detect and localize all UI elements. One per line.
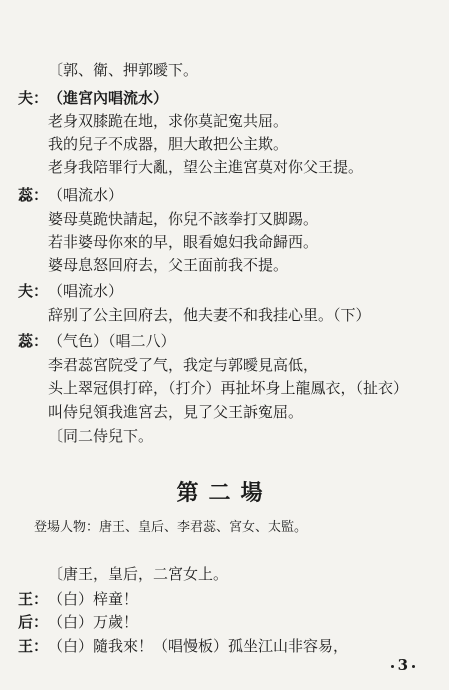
dot-icon [412,665,415,668]
scene-title: 第二場 [176,481,273,506]
cast-list: 登場人物：唐王、皇后、李君蕊、宮女、太監。 [34,520,308,535]
dot-icon [391,665,394,668]
page-number: 3 [387,656,419,674]
document-page: 〔郭、衛、押郭曖下。 夫： （進宮內唱流水） 老身双膝跪在地，求你莫記寃共屈。 我的兒子不成器，胆大敢把公主欺。 老身我陪罪行大亂，望公主進宮莫对你父王提。 蕊： （唱流水） 婆母莫跪快請起，你兒不該拳打又脚踢。 若非婆母你來的早，眼看媳妇我命歸西。 婆母息怒回府去，父王面前我不提。 夫： （唱流水） 辞别了公主回府去，他夫妻不和我挂心里。（下） 蕊： （气色）（唱二八） 李君蕊宮院受了气，我定与郭曖見高低， 头上翠冠俱打碎，（打介）再扯坏身上龍鳳衣，（扯衣） 叫侍兒領我進宮去，見了父王訴寃屈。 〔同二侍兒下。 第二場 登場人物：唐王、皇后、李君蕊、宮女、太監。 〔唐王，皇后，二宮女上。 王： （白）梓童！ 后： （白）万歲！ 王： （白）隨我來！（唱慢板）孤坐江山非容易， 3 [0,0,449,690]
